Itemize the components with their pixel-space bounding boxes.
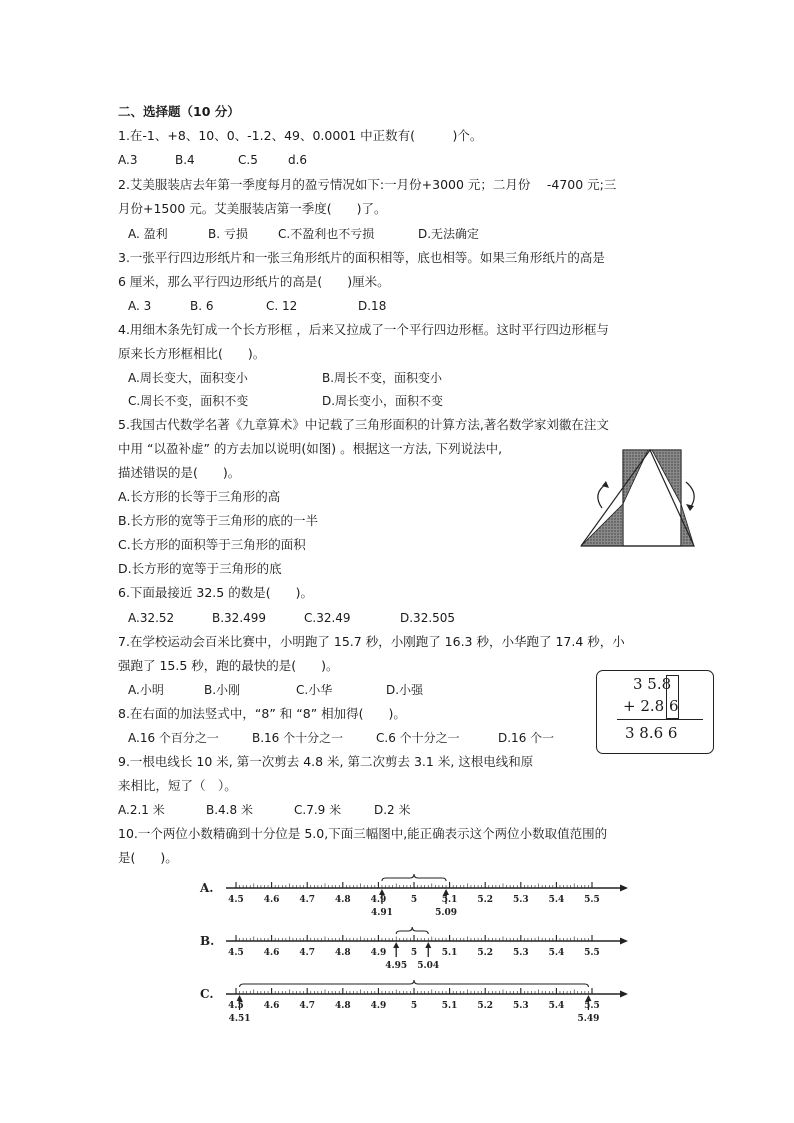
addition-row-1: 3 5.8 [633, 675, 672, 693]
q6-option-c[interactable]: C.32.49 [304, 611, 351, 625]
tick-label: 5 [410, 895, 418, 905]
question-4-line-1: 4.用细木条先钉成一个长方形框 ，后来又拉成了一个平行四边形框。这时平行四边形框与 [118, 322, 609, 337]
q3-option-a[interactable]: A. 3 [128, 299, 152, 313]
section-title: 二、选择题（10 分） [118, 104, 240, 119]
addition-result: 3 8.6 6 [625, 724, 678, 742]
arrow-up-icon [379, 889, 385, 895]
addition-rule [617, 719, 703, 720]
q7-option-d[interactable]: D.小强 [386, 683, 424, 697]
q9-option-d[interactable]: D.2 米 [374, 803, 411, 817]
question-7-line-1: 7.在学校运动会百米比赛中，小明跑了 15.7 秒，小刚跑了 16.3 秒，小华跑了 17.4 秒，小 [118, 634, 625, 649]
q9-option-a[interactable]: A.2.1 米 [118, 803, 165, 817]
tick-label: 5.3 [512, 948, 529, 958]
tick-label: 4.7 [299, 895, 316, 905]
range-value-label: 5.04 [417, 961, 440, 971]
arrow-up-icon [237, 995, 243, 1001]
highlight-column-box [666, 675, 679, 719]
q4-option-d[interactable]: D.周长变小，面积不变 [322, 394, 444, 408]
q9-option-b[interactable]: B.4.8 米 [206, 803, 253, 817]
q7-option-c[interactable]: C.小华 [296, 683, 333, 697]
number-line-label: B. [200, 934, 215, 948]
tick-label: 5.4 [548, 895, 565, 905]
range-value-label: 4.51 [228, 1014, 251, 1024]
q4-option-c[interactable]: C.周长不变，面积不变 [128, 394, 249, 408]
q1-option-a[interactable]: A.3 [118, 153, 138, 167]
tick-label: 5.5 [584, 895, 600, 905]
q1-option-d[interactable]: d.6 [288, 153, 308, 167]
q1-option-b[interactable]: B.4 [175, 153, 195, 167]
tick-label: 4.9 [370, 948, 387, 958]
tick-label: 5 [410, 948, 418, 958]
q5-option-b[interactable]: B.长方形的宽等于三角形的底的一半 [118, 513, 319, 528]
question-5-line-2: 中用 “以盈补虚” 的方去加以说明(如图) 。根据这一方法, 下列说法中, [118, 441, 503, 456]
rotate-arrow-right-icon [686, 482, 694, 508]
tick-label: 4.9 [370, 895, 387, 905]
question-2-line-2: 月份+1500 元。艾美服装店第一季度( )了。 [118, 201, 387, 216]
question-2-line-1: 2.艾美服装店去年第一季度每月的盈亏情况如下:一月份+3000 元；二月份 -4700 元;三 [118, 177, 617, 192]
arrow-up-icon [585, 995, 591, 1001]
tick-label: 4.6 [263, 895, 280, 905]
question-10-line-2: 是( )。 [118, 850, 178, 865]
tick-label: 4.9 [370, 1001, 387, 1011]
q9-option-c[interactable]: C.7.9 米 [294, 803, 342, 817]
tick-label: 4.6 [263, 948, 280, 958]
question-10-line-1: 10.一个两位小数精确到十分位是 5.0,下面三幅图中,能正确表示这个两位小数取值范围的 [118, 826, 608, 841]
q2-option-a[interactable]: A. 盈利 [128, 227, 168, 241]
q8-option-d[interactable]: D.16 个一 [498, 731, 555, 745]
question-4-line-2: 原来长方形框相比( )。 [118, 346, 266, 361]
addition-row-2: + 2.8 6 [623, 697, 679, 715]
question-6: 6.下面最接近 32.5 的数是( )。 [118, 585, 313, 600]
range-brace [240, 980, 589, 987]
triangle-rectangle-figure [578, 446, 698, 550]
tick-label: 5.4 [548, 948, 565, 958]
tick-label: 5.1 [441, 948, 458, 958]
q5-option-c[interactable]: C.长方形的面积等于三角形的面积 [118, 537, 306, 552]
tick-label: 4.5 [228, 948, 244, 958]
question-9-line-2: 来相比，短了（ ）。 [118, 778, 237, 793]
q2-option-b[interactable]: B. 亏损 [208, 227, 248, 241]
tick-label: 5 [410, 1001, 418, 1011]
tick-label: 5.3 [512, 895, 529, 905]
q2-option-d[interactable]: D.无法确定 [418, 227, 480, 241]
tick-label: 5.2 [477, 948, 494, 958]
number-line-arrowhead-icon [620, 885, 628, 892]
tick-label: 5.2 [477, 895, 494, 905]
question-1: 1.在-1、+8、10、0、-1.2、49、0.0001 中正数有( )个。 [118, 128, 483, 143]
range-value-label: 5.09 [435, 908, 458, 918]
tick-label: 4.8 [334, 1001, 351, 1011]
number-line-label: A. [200, 881, 214, 895]
question-7-line-2: 强跑了 15.5 秒，跑的最快的是( )。 [118, 658, 339, 673]
q3-option-b[interactable]: B. 6 [190, 299, 214, 313]
number-line-arrowhead-icon [620, 938, 628, 945]
rotate-arrow-left-icon [598, 484, 606, 508]
tick-label: 4.5 [228, 895, 244, 905]
question-5-line-1: 5.我国古代数学名著《九章算术》中记载了三角形面积的计算方法,著名数学家刘徽在注文 [118, 417, 609, 432]
tick-label: 5.3 [512, 1001, 529, 1011]
q8-option-a[interactable]: A.16 个百分之一 [128, 731, 219, 745]
tick-label: 4.8 [334, 895, 351, 905]
shaded-left-bottom [581, 504, 623, 546]
tick-label: 5.2 [477, 1001, 494, 1011]
range-value-label: 4.91 [370, 908, 393, 918]
question-5-line-3: 描述错误的是( )。 [118, 465, 241, 480]
range-value-label: 5.49 [577, 1014, 600, 1024]
q5-option-a[interactable]: A.长方形的长等于三角形的高 [118, 489, 281, 504]
q4-option-b[interactable]: B.周长不变，面积变小 [322, 371, 443, 385]
number-line-arrowhead-icon [620, 991, 628, 998]
tick-label: 5.1 [441, 895, 458, 905]
range-brace [382, 874, 446, 881]
number-lines-figure [196, 868, 636, 1024]
q7-option-b[interactable]: B.小刚 [204, 683, 241, 697]
q8-option-b[interactable]: B.16 个十分之一 [252, 731, 344, 745]
tick-label: 5.4 [548, 1001, 565, 1011]
number-line-label: C. [200, 987, 214, 1001]
q2-option-c[interactable]: C.不盈利也不亏损 [278, 227, 375, 241]
addition-figure [596, 670, 714, 754]
question-9-line-1: 9.一根电线长 10 米, 第一次剪去 4.8 米, 第二次剪去 3.1 米, 这根电线和原 [118, 754, 534, 769]
q3-option-d[interactable]: D.18 [358, 299, 387, 313]
q7-option-a[interactable]: A.小明 [128, 683, 164, 697]
q1-option-c[interactable]: C.5 [238, 153, 258, 167]
range-value-label: 4.95 [385, 961, 408, 971]
shaded-right-top [652, 450, 681, 504]
arrow-up-icon [443, 889, 449, 895]
q6-option-d[interactable]: D.32.505 [400, 611, 456, 625]
q8-option-c[interactable]: C.6 个十分之一 [376, 731, 460, 745]
q5-option-d[interactable]: D.长方形的宽等于三角形的底 [118, 561, 282, 576]
shaded-right-bottom [681, 504, 694, 546]
tick-label: 4.8 [334, 948, 351, 958]
question-3-line-2: 6 厘米，那么平行四边形纸片的高是( )厘米。 [118, 274, 390, 289]
question-8: 8.在右面的加法竖式中，“8” 和 “8” 相加得( )。 [118, 706, 406, 721]
q6-option-a[interactable]: A.32.52 [128, 611, 175, 625]
tick-label: 5.5 [584, 1001, 600, 1011]
q4-option-a[interactable]: A.周长变大，面积变小 [128, 371, 248, 385]
question-3-line-1: 3.一张平行四边形纸片和一张三角形纸片的面积相等，底也相等。如果三角形纸片的高是 [118, 250, 605, 265]
tick-label: 4.7 [299, 948, 316, 958]
tick-label: 4.7 [299, 1001, 316, 1011]
tick-label: 5.5 [584, 948, 600, 958]
arrow-up-icon [393, 942, 399, 948]
tick-label: 5.1 [441, 1001, 458, 1011]
tick-label: 4.5 [228, 1001, 244, 1011]
range-brace [396, 927, 428, 934]
q3-option-c[interactable]: C. 12 [266, 299, 298, 313]
q6-option-b[interactable]: B.32.499 [212, 611, 267, 625]
arrow-up-icon [425, 942, 431, 948]
tick-label: 4.6 [263, 1001, 280, 1011]
